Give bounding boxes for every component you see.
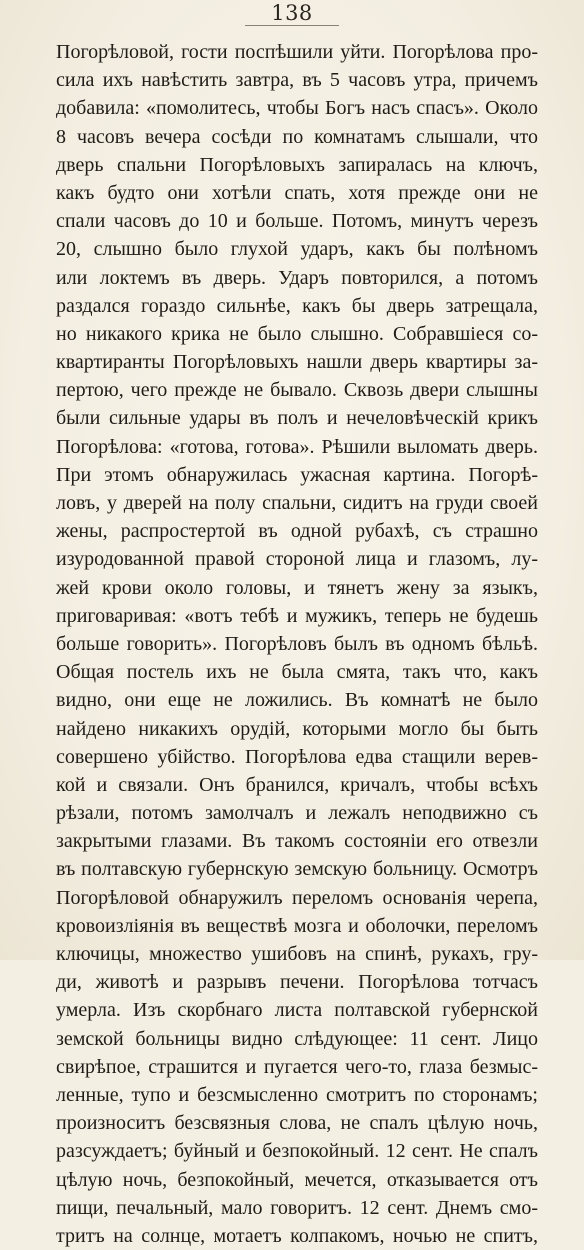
text-line: разсуждаетъ; буйный и безпокойный. 12 сент. Не спалъ [56, 1140, 538, 1163]
text-line: или локтемъ въ дверь. Ударъ повторился, а потомъ [56, 266, 538, 289]
text-line: кой и связали. Онъ бранился, кричалъ, чтобы всѣхъ [56, 773, 538, 796]
body-text [56, 38, 538, 1250]
text-line: жей крови около головы, и тянетъ жену за языкъ, [56, 576, 538, 599]
text-line: ленные, тупо и безсмысленно смотритъ по сторонамъ; [56, 1083, 538, 1106]
text-line: ловъ, у дверей на полу спальни, сидитъ на груди своей [56, 492, 538, 514]
text-line: больше говорить». Погорѣловъ былъ въ одномъ бѣльѣ. [56, 632, 538, 655]
text-line: но никакого крика не было слышно. Собравшіеся со- [56, 322, 538, 345]
text-line: жены, распростертой въ одной рубахѣ, съ страшно [56, 520, 538, 543]
text-line: ключицы, множество ушибовъ на спинѣ, рукахъ, гру- [56, 943, 538, 965]
text-line: 8 часовъ вечера сосѣди по комнатамъ слышали, что [56, 125, 538, 148]
text-line: Погорѣлова: «готова, готова». Рѣшили выломать дверь. [56, 435, 538, 458]
text-line: земской больницы видно слѣдующее: 11 сент. Лицо [56, 1027, 538, 1050]
text-line: квартиранты Погорѣловыхъ нашли дверь квартиры за- [56, 351, 538, 374]
text-line: были сильные удары въ полъ и нечеловѣческій крикъ [56, 407, 538, 430]
text-line: какъ будто они хотѣли спать, хотя прежде они не [56, 181, 538, 204]
text-line: Погорѣловой, гости поспѣшили уйти. Погорѣлова про- [56, 41, 538, 63]
page-number-rule [245, 25, 339, 26]
text-line: тритъ на солнце, мотаетъ колпакомъ, ночью не спитъ, [56, 1224, 538, 1247]
text-line: Общая постель ихъ не была смята, такъ что, какъ [56, 661, 538, 684]
page-number: 138 [271, 1, 313, 25]
text-line: изуродованной правой стороной лица и глазомъ, лу- [56, 548, 538, 571]
text-line: спали часовъ до 10 и больше. Потомъ, минутъ черезъ [56, 210, 538, 233]
text-line: раздался гораздо сильнѣе, какъ бы дверь затрещала, [56, 294, 538, 317]
text-line: пищи, печальный, мало говоритъ. 12 сент. Днемъ смо- [56, 1196, 538, 1219]
text-line: пертою, чего прежде не бывало. Сквозь двери слышны [56, 379, 538, 402]
text-line: рѣзали, потомъ замолчалъ и лежалъ неподвижно съ [56, 802, 538, 825]
text-line: цѣлую ночь, безпокойный, мечется, отказывается отъ [56, 1168, 538, 1191]
text-line: произноситъ безсвязныя слова, не спалъ цѣлую ночь, [56, 1112, 538, 1135]
text-line: сила ихъ навѣстить завтра, въ 5 часовъ утра, причемъ [56, 69, 538, 92]
text-line: умерла. Изъ скорбнаго листа полтавской губернской [56, 999, 538, 1022]
text-line: свирѣпое, страшится и пугается чего-то, глаза безмыс- [56, 1055, 538, 1078]
text-line: въ полтавскую губернскую земскую больницу. Осмотръ [56, 858, 538, 881]
text-line: добавила: «помолитесь, чтобы Богъ насъ спасъ». Около [56, 97, 538, 120]
text-line: видно, они еще не ложились. Въ комнатѣ не было [56, 689, 538, 712]
text-line: Погорѣловой обнаружилъ переломъ основанія черепа, [56, 886, 538, 909]
text-line: дверь спальни Погорѣловыхъ запиралась на ключъ, [56, 153, 538, 176]
text-line: 20, слышно было глухой ударъ, какъ бы полѣномъ [56, 238, 538, 261]
text-line: найдено никакихъ орудій, которыми могло бы быть [56, 717, 538, 740]
text-line: закрытыми глазами. Въ такомъ состояніи его отвезли [56, 830, 538, 853]
text-line: приговаривая: «вотъ тебѣ и мужикъ, теперь не будешь [56, 604, 538, 627]
text-line: кровоизліянія въ веществѣ мозга и оболочки, переломъ [56, 914, 538, 937]
text-line: При этомъ обнаружилась ужасная картина. Погорѣ- [56, 463, 538, 486]
text-line: совершено убійство. Погорѣлова едва стащили верев- [56, 745, 538, 768]
text-line: ди, животѣ и разрывъ печени. Погорѣлова тотчасъ [56, 971, 538, 994]
